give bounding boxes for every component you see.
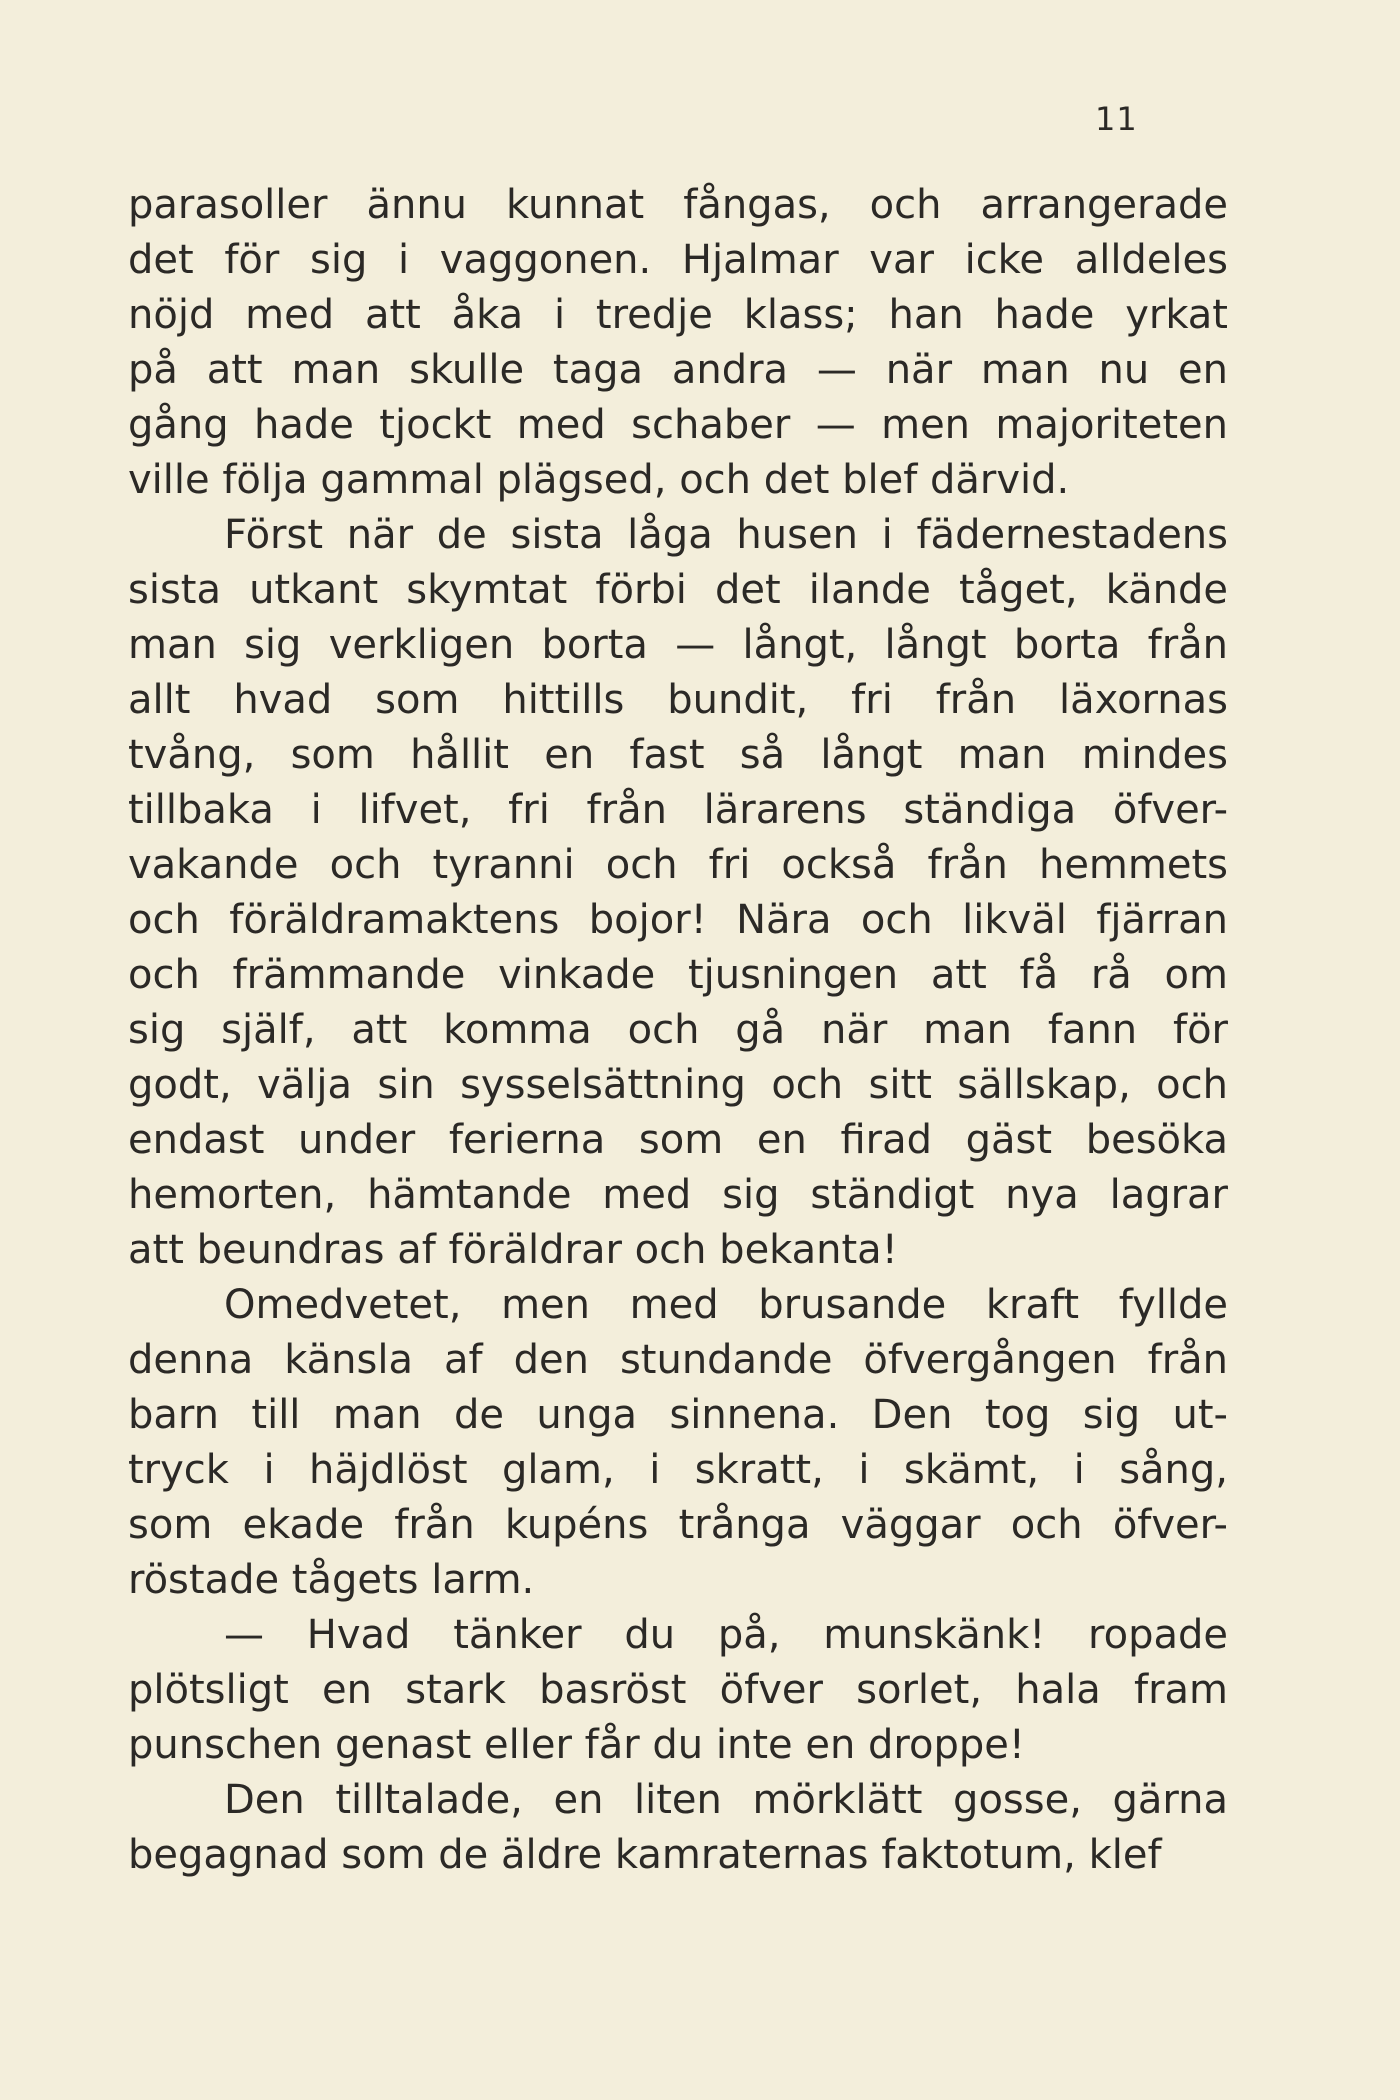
text-line: — Hvad tänker du på, munskänk! ropade: [224, 1612, 1228, 1658]
text-line: som ekade från kupéns trånga väggar och öfver-: [128, 1502, 1228, 1548]
text-line: och föräldramaktens bojor! Nära och likväl fjärran: [128, 897, 1228, 943]
text-line: man sig verkligen borta — långt, långt borta från: [128, 622, 1228, 668]
text-line: tillbaka i lifvet, fri från lärarens ständiga öfver-: [128, 787, 1228, 833]
text-line: tryck i häjdlöst glam, i skratt, i skämt, i sång,: [128, 1447, 1228, 1493]
text-line: denna känsla af den stundande öfvergången från: [128, 1337, 1228, 1383]
paragraph: [128, 1278, 1228, 1608]
paragraph: [128, 178, 1228, 508]
text-line: begagnad som de äldre kamraternas faktotum, klef: [128, 1832, 1162, 1878]
text-line: Den tilltalade, en liten mörklätt gosse, gärna: [224, 1777, 1228, 1823]
text-body: [128, 178, 1228, 1883]
paragraph: [128, 1608, 1228, 1773]
paragraph: [128, 508, 1228, 1278]
text-line: plötsligt en stark basröst öfver sorlet, hala fram: [128, 1667, 1228, 1713]
text-line: Först när de sista låga husen i fädernestadens: [224, 512, 1228, 558]
text-line: punschen genast eller får du inte en droppe!: [128, 1722, 1025, 1768]
paragraph: [128, 1773, 1228, 1883]
text-line: endast under ferierna som en firad gäst besöka: [128, 1117, 1228, 1163]
text-line: det för sig i vaggonen. Hjalmar var icke alldeles: [128, 237, 1228, 283]
text-line: på att man skulle taga andra — när man nu en: [128, 347, 1228, 393]
text-line: godt, välja sin sysselsättning och sitt sällskap, och: [128, 1062, 1228, 1108]
text-line: parasoller ännu kunnat fångas, och arrangerade: [128, 182, 1228, 228]
text-line: och främmande vinkade tjusningen att få rå om: [128, 952, 1228, 998]
text-line: barn till man de unga sinnena. Den tog sig ut-: [128, 1392, 1228, 1438]
text-line: tvång, som hållit en fast så långt man mindes: [128, 732, 1228, 778]
text-line: ville följa gammal plägsed, och det blef därvid.: [128, 457, 1070, 503]
page-number: 11: [1095, 100, 1138, 138]
text-line: allt hvad som hittills bundit, fri från läxornas: [128, 677, 1228, 723]
text-line: nöjd med att åka i tredje klass; han hade yrkat: [128, 292, 1228, 338]
text-line: sig själf, att komma och gå när man fann för: [128, 1007, 1228, 1053]
text-line: hemorten, hämtande med sig ständigt nya lagrar: [128, 1172, 1228, 1218]
text-line: Omedvetet, men med brusande kraft fyllde: [224, 1282, 1228, 1328]
text-line: vakande och tyranni och fri också från hemmets: [128, 842, 1228, 888]
text-line: att beundras af föräldrar och bekanta!: [128, 1227, 898, 1273]
text-line: röstade tågets larm.: [128, 1557, 535, 1603]
text-line: sista utkant skymtat förbi det ilande tåget, kände: [128, 567, 1228, 613]
text-line: gång hade tjockt med schaber — men majoriteten: [128, 402, 1228, 448]
